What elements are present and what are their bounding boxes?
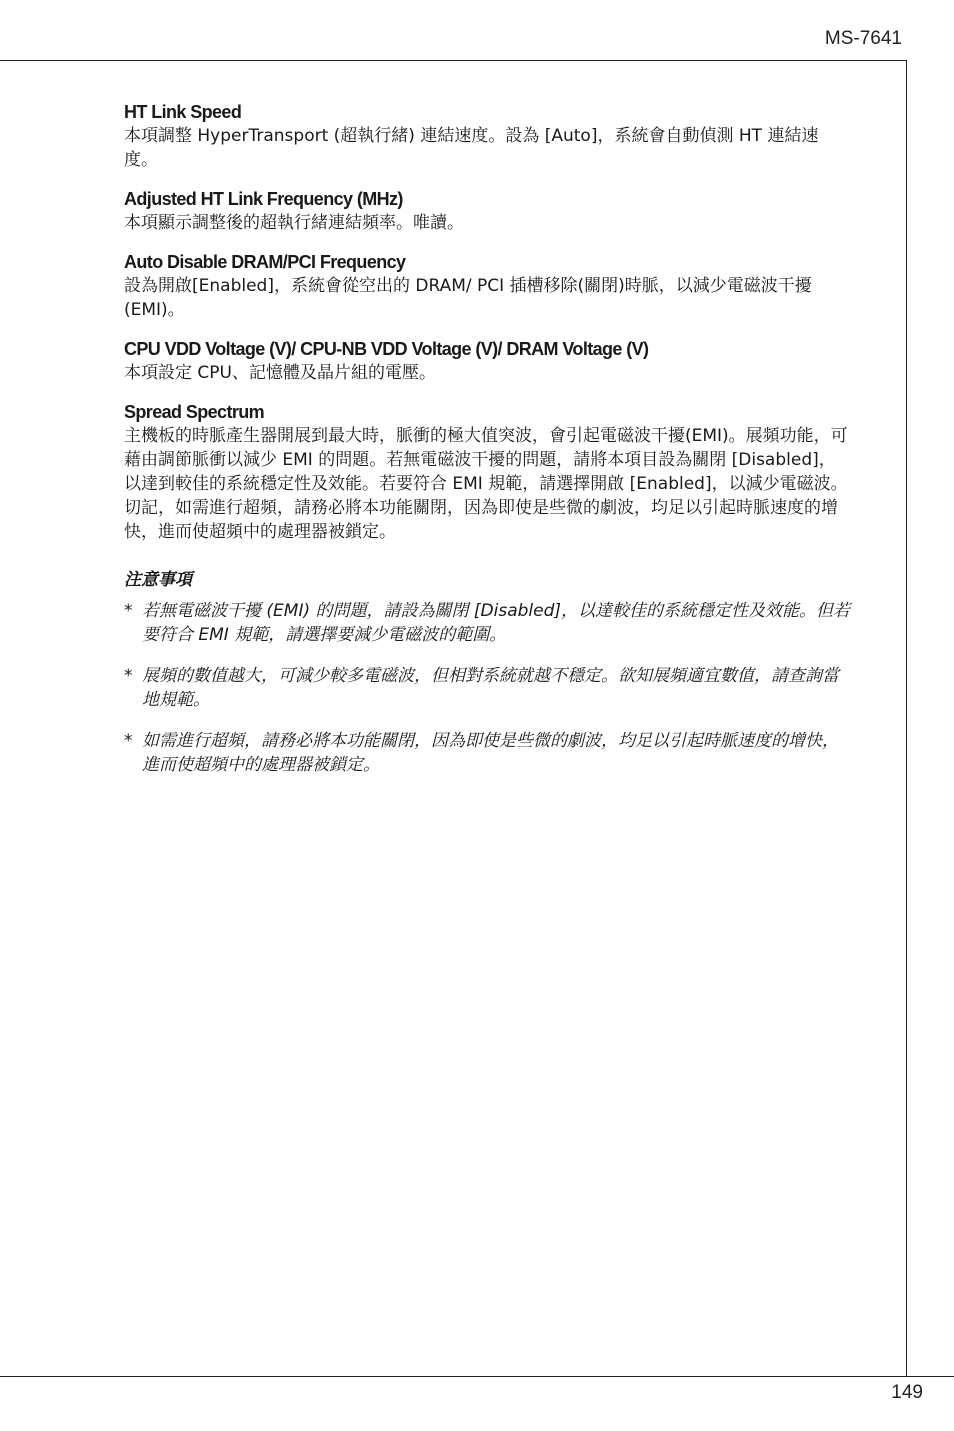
section-auto-disable-dram-pci-frequency [124, 250, 852, 322]
section-body: 主機板的時脈產生器開展到最大時，脈衝的極大值突波，會引起電磁波干擾(EMI)。展頻功能，可藉由調節脈衝以減少 EMI 的問題。若無電磁波干擾的問題，請將本項目設為關閉 [Disabled]，以達到較佳的系統穩定性及效能。若要符合 EMI 規範，請選擇開啟 [Enabled]，以減少電磁波。切記，如需進行超頻，請務必將本功能關閉，因為即使是些微的劇波，均足以引起時脈速度的增快，進而使超頻中的處理器被鎖定。 [124, 426, 848, 542]
page-content [124, 100, 852, 794]
section-title: Auto Disable DRAM/PCI Frequency [124, 252, 406, 272]
note-text: 展頻的數值越大，可減少較多電磁波，但相對系統就越不穩定。欲知展頻適宜數值，請查詢當地規範。 [142, 666, 839, 710]
note-text: 若無電磁波干擾 (EMI) 的問題，請設為關閉 [Disabled]，以達較佳的系統穩定性及效能。但若要符合 EMI 規範，請選擇要減少電磁波的範圍。 [142, 601, 851, 645]
section-body: 本項顯示調整後的超執行緒連結頻率。唯讀。 [124, 213, 464, 233]
section-body: 本項設定 CPU、記憶體及晶片組的電壓。 [124, 363, 436, 383]
section-body: 設為開啟[Enabled]，系統會從空出的 DRAM/ PCI 插槽移除(關閉)時脈，以減少電磁波干擾(EMI)。 [124, 276, 812, 320]
note-item [124, 599, 852, 647]
section-title: Spread Spectrum [124, 402, 265, 422]
page-number: 149 [891, 1382, 923, 1403]
section-title: Adjusted HT Link Frequency (MHz) [124, 189, 403, 209]
section-adjusted-ht-link-frequency [124, 187, 852, 235]
note-item [124, 729, 852, 777]
section-title: HT Link Speed [124, 102, 242, 122]
model-number: MS-7641 [824, 28, 902, 49]
section-body: 本項調整 HyperTransport (超執行緒) 連結速度。設為 [Auto]，系統會自動偵測 HT 連結速度。 [124, 126, 819, 170]
note-bullet: * [124, 666, 133, 686]
notes-title: 注意事項 [124, 570, 192, 590]
right-rule [906, 60, 907, 1376]
note-item [124, 664, 852, 712]
notes-block [124, 568, 852, 777]
section-voltages [124, 337, 852, 385]
bottom-rule [0, 1376, 954, 1377]
note-bullet: * [124, 601, 133, 621]
section-spread-spectrum [124, 400, 852, 544]
top-rule [0, 60, 906, 61]
section-title: CPU VDD Voltage (V)/ CPU-NB VDD Voltage (V)/ DRAM Voltage (V) [124, 339, 649, 359]
note-bullet: * [124, 731, 133, 751]
section-ht-link-speed [124, 100, 852, 172]
note-text: 如需進行超頻，請務必將本功能關閉，因為即使是些微的劇波，均足以引起時脈速度的增快，進而使超頻中的處理器被鎖定。 [142, 731, 839, 775]
